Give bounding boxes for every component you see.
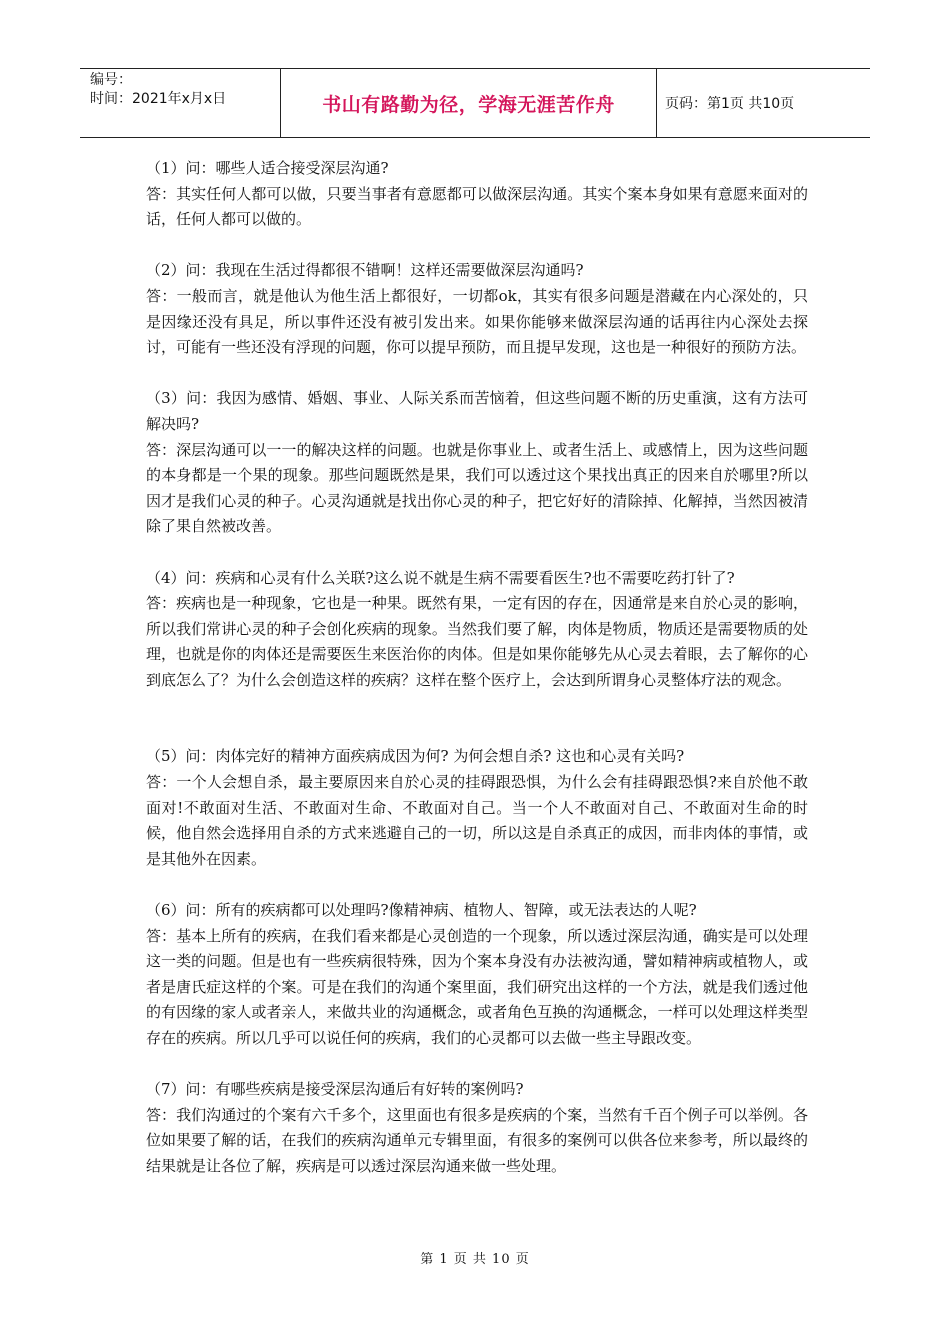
question-text: （4）问：疾病和心灵有什么关联?这么说不就是生病不需要看医生?也不需要吃药打针了? (146, 568, 735, 587)
page-footer: 第 1 页 共 10 页 (420, 1252, 530, 1267)
question-text: （7）问：有哪些疾病是接受深层沟通后有好转的案例吗? (146, 1080, 524, 1099)
qa-item-3 (146, 386, 808, 540)
qa-item-5 (146, 744, 808, 872)
question-text: （1）问：哪些人适合接受深层沟通? (146, 159, 389, 177)
qa-item-4 (146, 566, 808, 694)
answer-text: 答：一般而言，就是他认为他生活上都很好，一切都ok，其实有很多问题是潜藏在内心深处的，只是因缘还没有具足，所以事件还没有被引发出来。如果你能够来做深层沟通的话再往内心深处去探讨，可能有一些还没有浮现的问题，你可以提早预防，而且提早发现，这也是一种很好的预防方法。 (146, 286, 808, 357)
answer-text: 答：一个人会想自杀，最主要原因来自於心灵的挂碍跟恐惧，为什么会有挂碍跟恐惧?来自於他不敢面对!不敢面对生活、不敢面对生命、不敢面对自己。当一个人不敢面对自己、不敢面对生命的时候，他自然会选择用自杀的方式来逃避自己的一切，所以这是自杀真正的成因，而非肉体的事情，或是其他外在因素。 (146, 773, 808, 868)
question-text: （6）问：所有的疾病都可以处理吗?像精神病、植物人、智障，或无法表达的人呢? (146, 901, 697, 920)
qa-item-2 (146, 258, 808, 360)
qa-item-1 (146, 156, 808, 233)
answer-text: 答：我们沟通过的个案有六千多个，这里面也有很多是疾病的个案，当然有千百个例子可以举例。各位如果要了解的话，在我们的疾病沟通单元专辑里面，有很多的案例可以供各位来参考，所以最终的结果就是让各位了解，疾病是可以透过深层沟通来做一些处理。 (146, 1105, 808, 1175)
question-text: （5）问：肉体完好的精神方面疾病成因为何? 为何会想自杀? 这也和心灵有关吗? (146, 747, 685, 766)
doc-number-label: 编号： (90, 72, 132, 88)
answer-text: 答：深层沟通可以一一的解决这样的问题。也就是你事业上、或者生活上、或感情上，因为这些问题的本身都是一个果的现象。那些问题既然是果，我们可以透过这个果找出真正的因来自於哪里?所以因才是我们心灵的种子。心灵沟通就是找出你心灵的种子，把它好好的清除掉、化解掉，当然因被清除了果自然被改善。 (146, 440, 808, 536)
answer-text: 答：疾病也是一种现象，它也是一种果。既然有果，一定有因的存在，因通常是来自於心灵的影响，所以我们常讲心灵的种子会创化疾病的现象。当然我们要了解，肉体是物质，物质还是需要物质的处理，也就是你的肉体还是需要医生来医治你的肉体。但是如果你能够先从心灵去着眼，去了解你的心到底怎么了？为什么会创造这样的疾病？这样在整个医疗上，会达到所谓身心灵整体疗法的观念。 (146, 594, 808, 689)
question-text: （2）问：我现在生活过得都很不错啊！这样还需要做深层沟通吗? (146, 261, 584, 280)
qa-item-7 (146, 1077, 808, 1179)
header-motto: 书山有路勤为径，学海无涯苦作舟 (281, 69, 657, 137)
page-header (80, 68, 870, 138)
document-body (146, 156, 808, 1180)
qa-item-6 (146, 898, 808, 1052)
answer-text: 答：其实任何人都可以做，只要当事者有意愿都可以做深层沟通。其实个案本身如果有意愿来面对的话，任何人都可以做的。 (146, 184, 808, 229)
question-text: （3）问：我因为感情、婚姻、事业、人际关系而苦恼着，但这些问题不断的历史重演，这有方法可解决吗? (146, 389, 808, 433)
header-page-info: 页码：第1页 共10页 (665, 96, 795, 112)
doc-date-label: 时间：2021年x月x日 (90, 91, 227, 107)
header-meta (80, 69, 281, 137)
answer-text: 答：基本上所有的疾病，在我们看来都是心灵创造的一个现象，所以透过深层沟通，确实是可以处理这一类的问题。但是也有一些疾病很特殊，因为个案本身没有办法被沟通，譬如精神病或植物人，或者是唐氏症这样的个案。可是在我们的沟通个案里面，我们研究出这样的一个方法，就是我们透过他的有因缘的家人或者亲人，来做共业的沟通概念，或者角色互换的沟通概念，一样可以处理这样类型存在的疾病。所以几乎可以说任何的疾病，我们的心灵都可以去做一些主导跟改变。 (146, 926, 808, 1047)
